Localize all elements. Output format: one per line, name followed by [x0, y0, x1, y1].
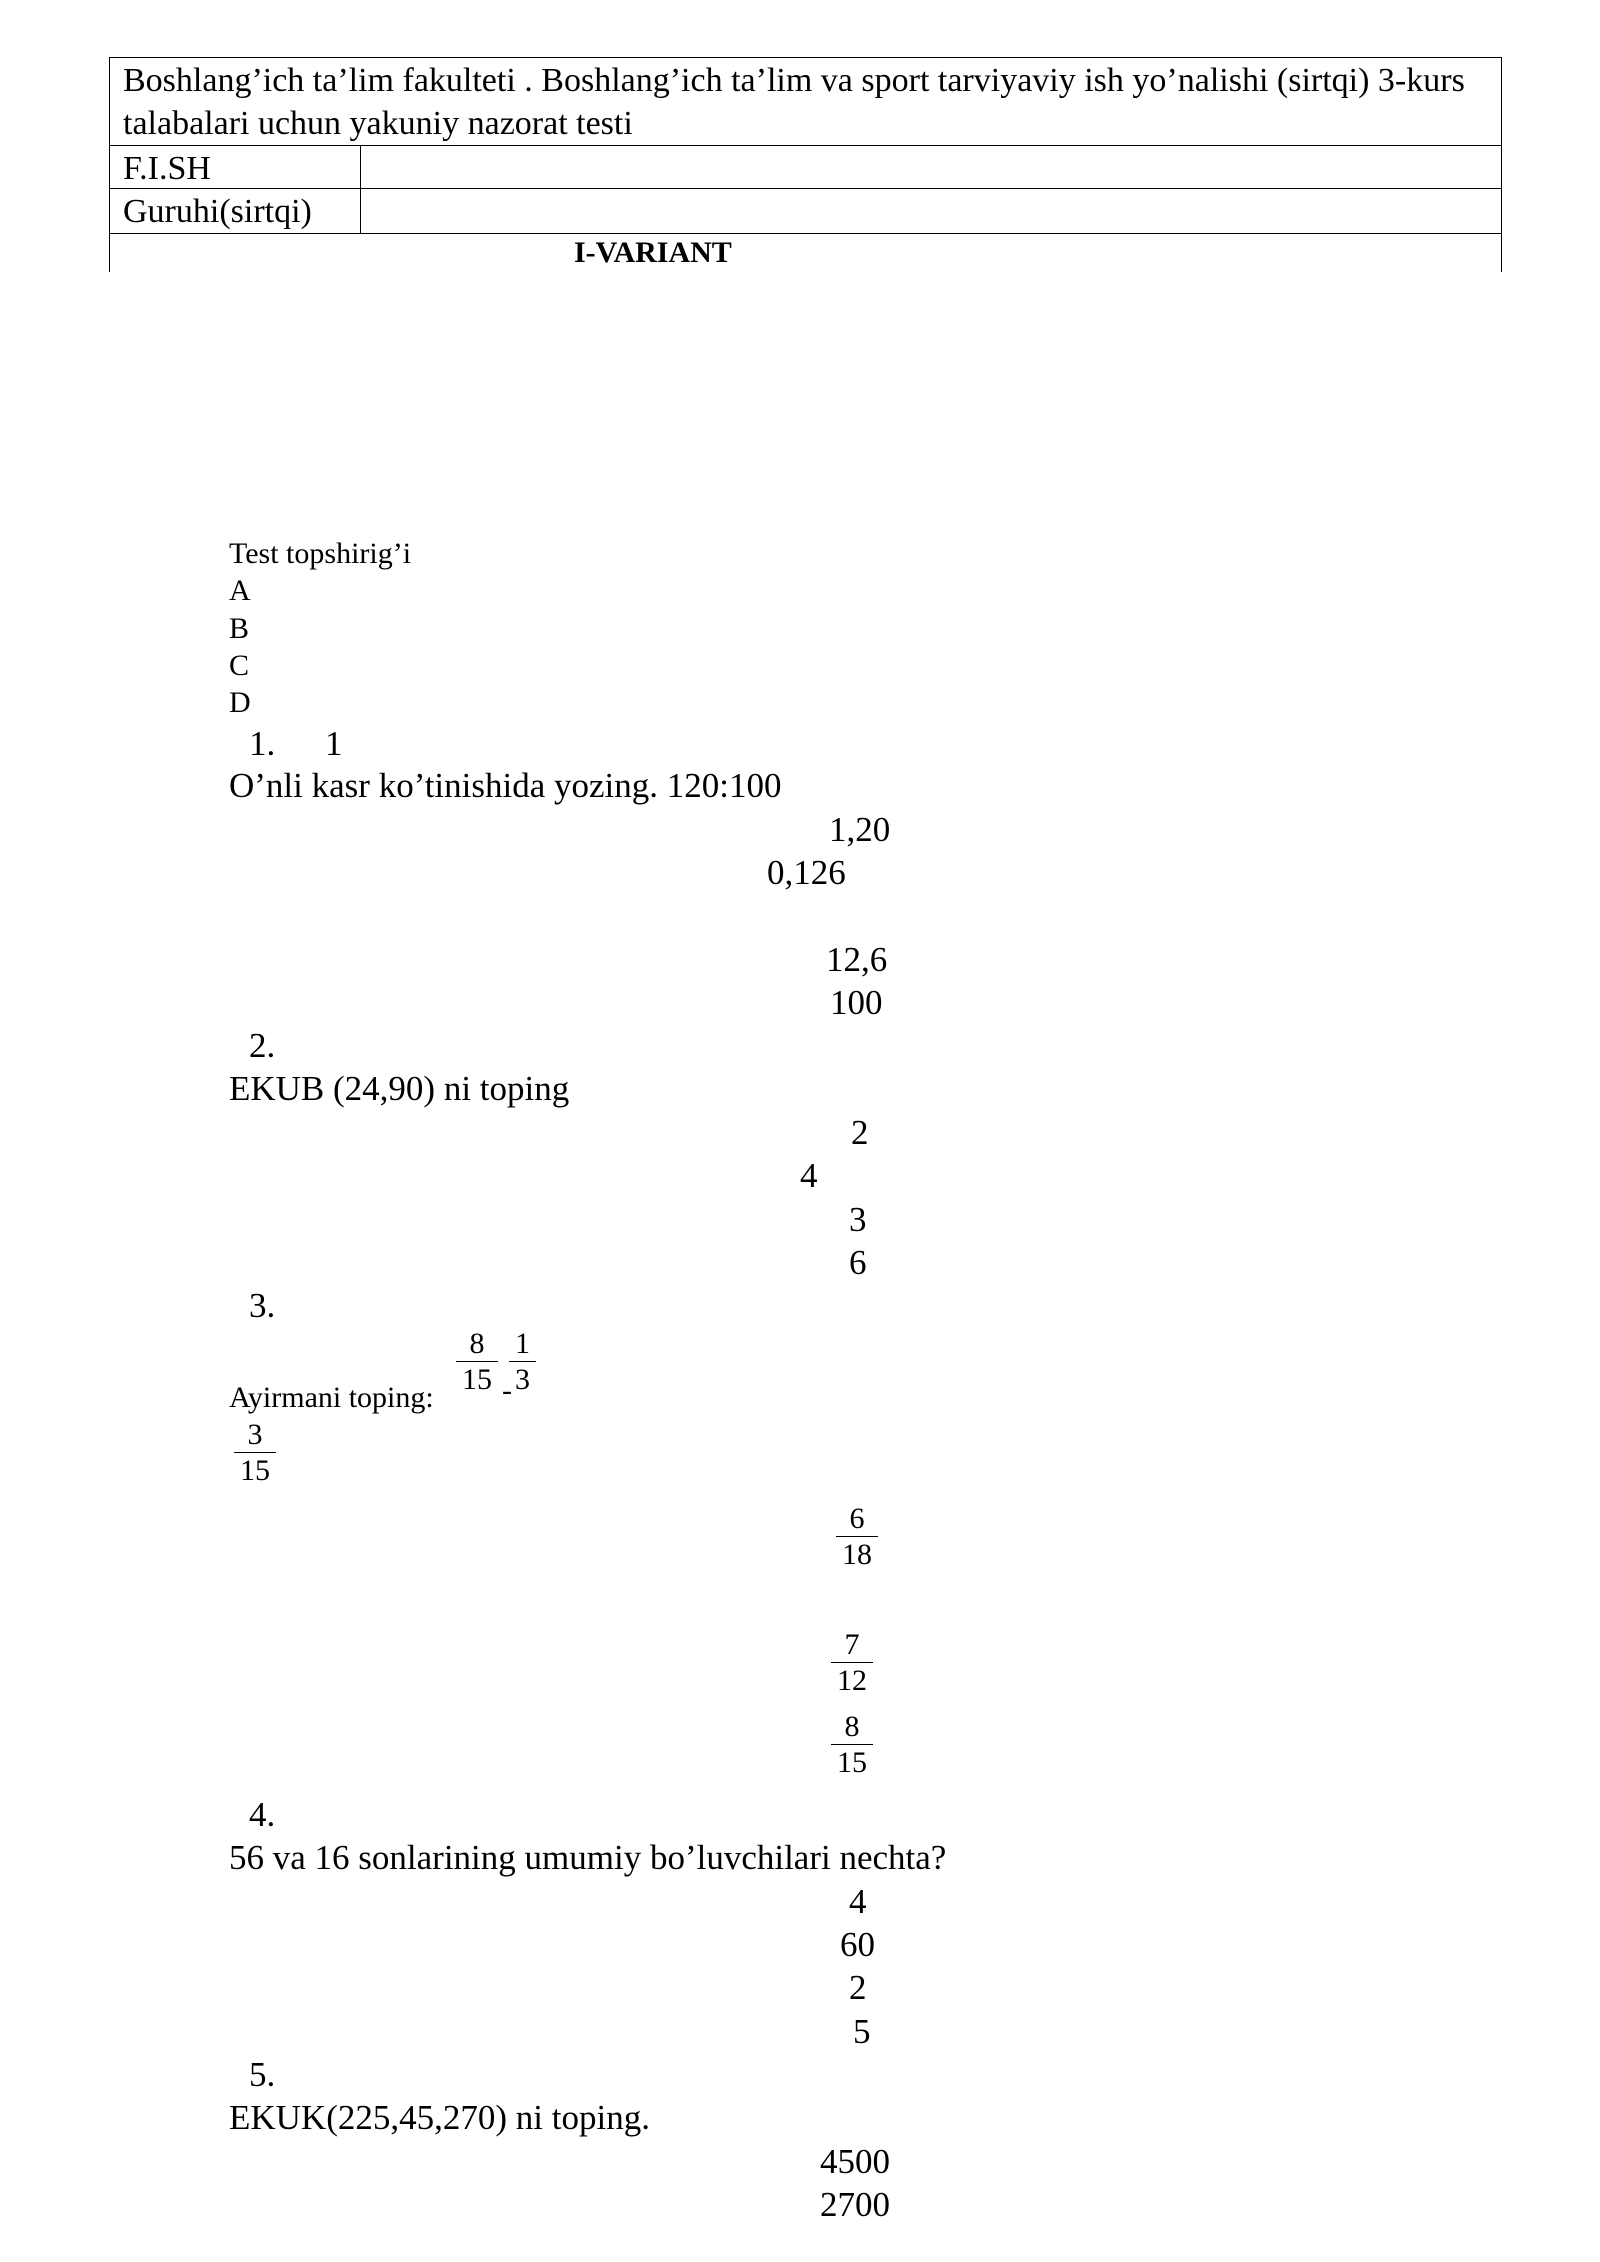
group-label: Guruhi(sirtqi) [123, 193, 312, 230]
fraction-numerator: 8 [469, 1327, 485, 1360]
fraction-denominator: 15 [462, 1363, 492, 1396]
answer-option: 6 [849, 1243, 867, 1282]
header-column-divider [360, 145, 361, 233]
fraction-numerator: 6 [849, 1502, 865, 1535]
option-a-label: A [229, 574, 251, 607]
fraction-numerator: 8 [844, 1710, 860, 1743]
answer-option: 100 [830, 983, 883, 1022]
answer-option: 2700 [820, 2185, 890, 2224]
answer-option: 4 [800, 1156, 818, 1195]
fish-label: F.I.SH [123, 150, 211, 187]
fraction-numerator: 3 [247, 1418, 263, 1451]
fraction-denominator: 15 [240, 1454, 270, 1487]
answer-fraction [836, 1502, 878, 1573]
answer-fraction [234, 1418, 276, 1489]
question-extra-number: 1 [325, 724, 343, 763]
question-text: 56 va 16 sonlarining umumiy bo’luvchilari nechta? [229, 1838, 947, 1877]
answer-option: 5 [853, 2012, 871, 2051]
minus-sign: - [502, 1374, 512, 1407]
answer-option: 0,126 [767, 853, 846, 892]
header-divider [109, 145, 1502, 146]
expression-fraction [456, 1327, 498, 1398]
fraction-numerator: 1 [515, 1327, 530, 1360]
question-number: 3. [249, 1286, 276, 1325]
expression-fraction [509, 1327, 536, 1398]
question-text: O’nli kasr ko’tinishida yozing. 120:100 [229, 766, 782, 805]
question-text: Ayirmani toping: [229, 1381, 434, 1414]
question-number: 1. [249, 724, 276, 763]
fraction-denominator: 12 [837, 1664, 867, 1697]
variant-title: I-VARIANT [574, 236, 732, 269]
fraction-numerator: 7 [844, 1628, 860, 1661]
question-number: 5. [249, 2055, 276, 2094]
answer-option: 2 [851, 1113, 869, 1152]
option-b-label: B [229, 612, 250, 645]
answer-option: 4500 [820, 2142, 890, 2181]
answer-fraction [831, 1710, 873, 1781]
answer-option: 3 [849, 1200, 867, 1239]
question-number: 4. [249, 1795, 276, 1834]
question-text: EKUB (24,90) ni toping [229, 1069, 570, 1108]
answer-fraction [831, 1628, 873, 1699]
answer-option: 2 [849, 1968, 867, 2007]
header-table [109, 57, 1502, 272]
answer-option: 12,6 [826, 940, 888, 979]
header-divider [109, 188, 1502, 189]
answer-option: 1,20 [829, 810, 891, 849]
header-divider [109, 233, 1502, 234]
fraction-denominator: 18 [842, 1538, 872, 1571]
fraction-denominator: 3 [515, 1363, 530, 1396]
question-number: 2. [249, 1026, 276, 1065]
answer-option: 60 [840, 1925, 875, 1964]
option-d-label: D [229, 686, 251, 719]
option-c-label: C [229, 649, 250, 682]
task-column-label: Test topshirig’i [229, 537, 412, 570]
question-text: EKUK(225,45,270) ni toping. [229, 2098, 650, 2137]
answer-option: 4 [849, 1882, 867, 1921]
header-title: Boshlang’ich ta’lim fakulteti . Boshlang’ich ta’lim va sport tarviyaviy ish yo’nalishi (sirtqi) 3-kurs talabalari uchun yakuniy nazorat testi [123, 62, 1465, 142]
fraction-denominator: 15 [837, 1746, 867, 1779]
